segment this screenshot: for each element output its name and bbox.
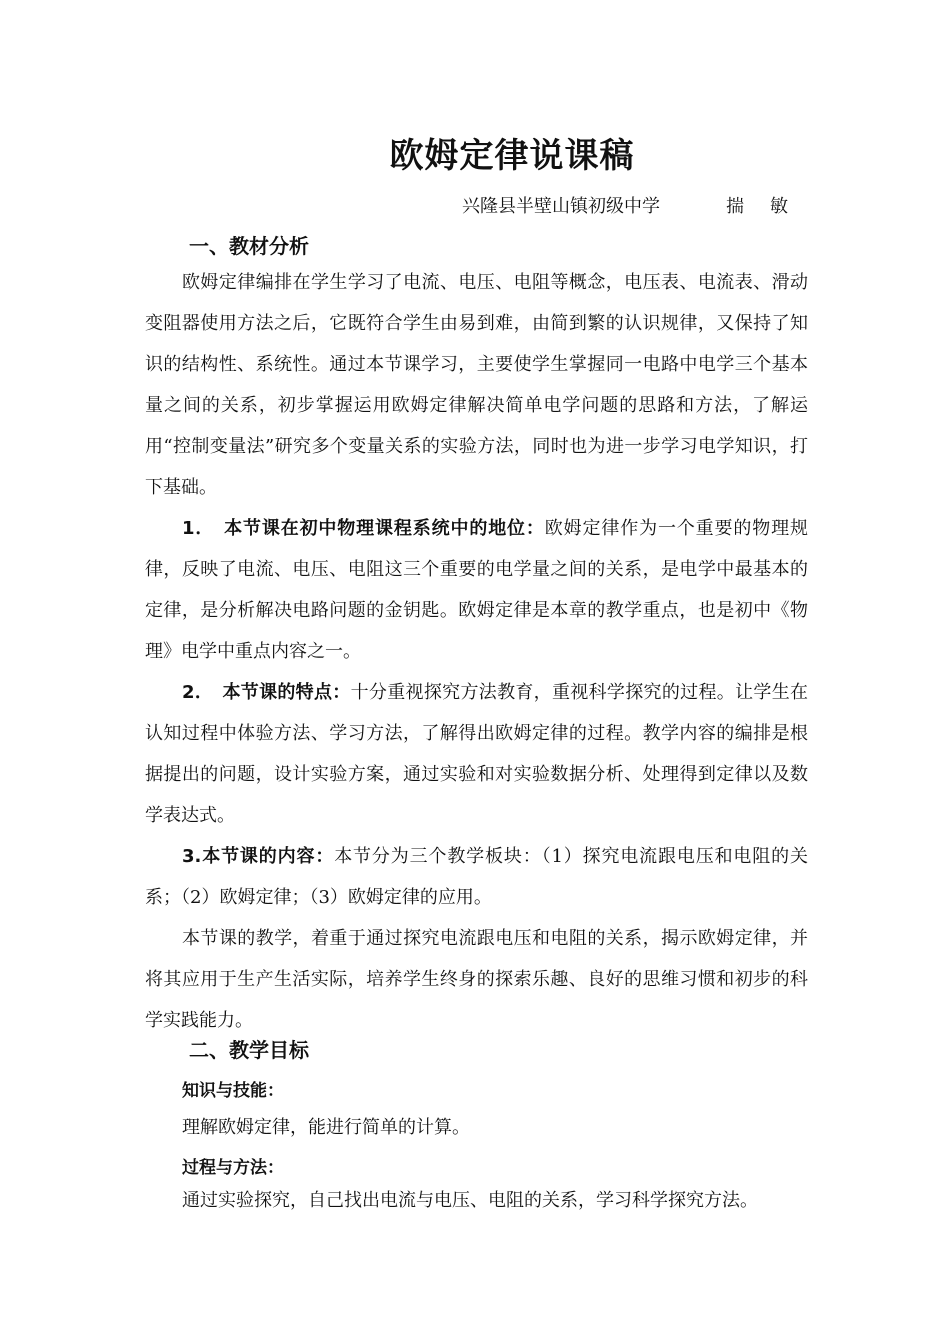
item-1-paragraph — [145, 508, 808, 672]
author-line — [462, 192, 814, 218]
summary-paragraph: 本节课的教学，着重于通过探究电流跟电压和电阻的关系，揭示欧姆定律，并将其应用于生产生活实际，培养学生终身的探索乐趣、良好的思维习惯和初步的科学实践能力。 — [145, 928, 808, 1031]
item-2-paragraph — [145, 672, 808, 836]
item-3-paragraph — [145, 836, 808, 918]
author-name: 揣敏 — [726, 196, 814, 217]
process-methods-label: 过程与方法： — [182, 1158, 284, 1178]
author-school: 兴隆县半壁山镇初级中学 — [462, 196, 660, 217]
process-methods-text: 通过实验探究，自己找出电流与电压、电阻的关系，学习科学探究方法。 — [182, 1190, 758, 1211]
section-heading-textbook-analysis: 一、教材分析 — [189, 234, 309, 258]
item-2-label: 2． 本节课的特点： — [182, 682, 351, 703]
knowledge-skills-text: 理解欧姆定律，能进行简单的计算。 — [182, 1117, 470, 1138]
document-title: 欧姆定律说课稿 — [389, 136, 635, 176]
item-3-text: 本节分为三个教学板块：（1）探究电流跟电压和电阻的关系；（2）欧姆定律；（3）欧姆定律的应用。 — [145, 846, 808, 908]
section-body-textbook-analysis — [145, 262, 808, 1041]
knowledge-skills-label: 知识与技能： — [182, 1081, 284, 1101]
item-3-label: 3.本节课的内容： — [182, 846, 335, 867]
item-2-text: 十分重视探究方法教育，重视科学探究的过程。让学生在认知过程中体验方法、学习方法，了解得出欧姆定律的过程。教学内容的编排是根据提出的问题，设计实验方案，通过实验和对实验数据分析、处理得到定律以及数学表达式。 — [145, 682, 808, 826]
item-1-text: 欧姆定律作为一个重要的物理规律，反映了电流、电压、电阻这三个重要的电学量之间的关系，是电学中最基本的定律，是分析解决电路问题的金钥匙。欧姆定律是本章的教学重点，也是初中《物理》电学中重点内容之一。 — [145, 518, 808, 662]
intro-paragraph: 欧姆定律编排在学生学习了电流、电压、电阻等概念，电压表、电流表、滑动变阻器使用方法之后，它既符合学生由易到难，由简到繁的认识规律，又保持了知识的结构性、系统性。通过本节课学习，主要使学生掌握同一电路中电学三个基本量之间的关系，初步掌握运用欧姆定律解决简单电学问题的思路和方法，了解运用“控制变量法”研究多个变量关系的实验方法，同时也为进一步学习电学知识，打下基础。 — [145, 272, 808, 498]
section-heading-teaching-goals: 二、教学目标 — [189, 1038, 309, 1062]
item-1-label: 1． 本节课在初中物理课程系统中的地位： — [182, 518, 545, 539]
